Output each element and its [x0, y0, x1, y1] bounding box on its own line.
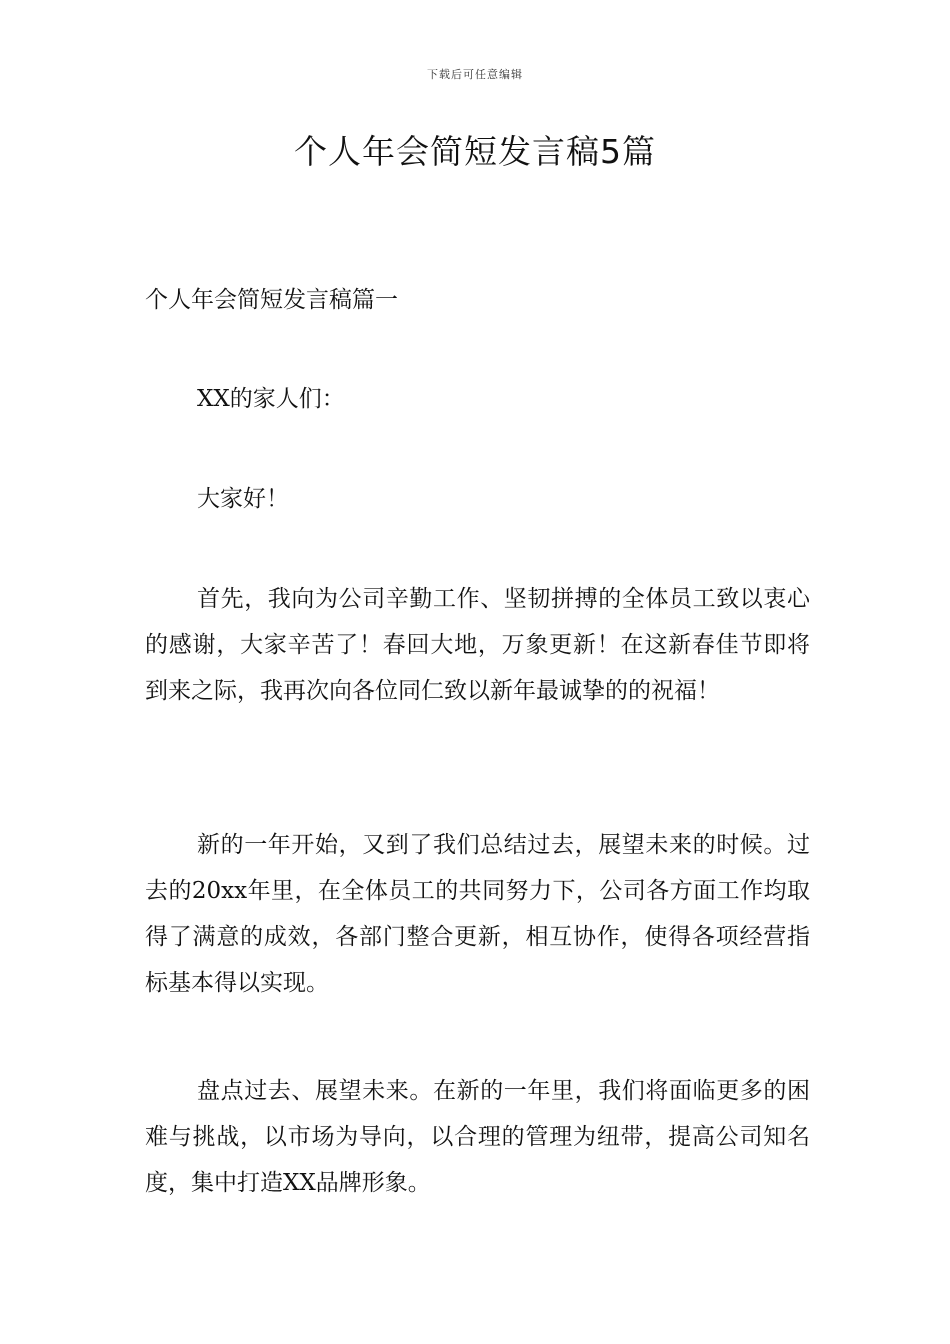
- body-paragraph-3: 盘点过去、展望未来。在新的一年里，我们将面临更多的困难与挑战，以市场为导向，以合理的管理为纽带，提高公司知名度，集中打造XX品牌形象。: [145, 1078, 810, 1196]
- section-heading: 个人年会简短发言稿篇一: [145, 287, 398, 313]
- document-title: 个人年会简短发言稿5篇: [294, 132, 656, 171]
- header-note: 下载后可任意编辑: [427, 68, 523, 81]
- hello-paragraph: 大家好！: [197, 486, 289, 512]
- body-paragraph-2: 新的一年开始，又到了我们总结过去，展望未来的时候。过去的20xx年里，在全体员工的共同努力下，公司各方面工作均取得了满意的成效，各部门整合更新，相互协作，使得各项经营指标基本得以实现。: [145, 832, 810, 996]
- body-paragraph-1: 首先，我向为公司辛勤工作、坚韧拼搏的全体员工致以衷心的感谢，大家辛苦了！春回大地，万象更新！在这新春佳节即将到来之际，我再次向各位同仁致以新年最诚挚的的祝福！: [145, 586, 810, 704]
- greeting-paragraph: XX的家人们：: [197, 386, 345, 412]
